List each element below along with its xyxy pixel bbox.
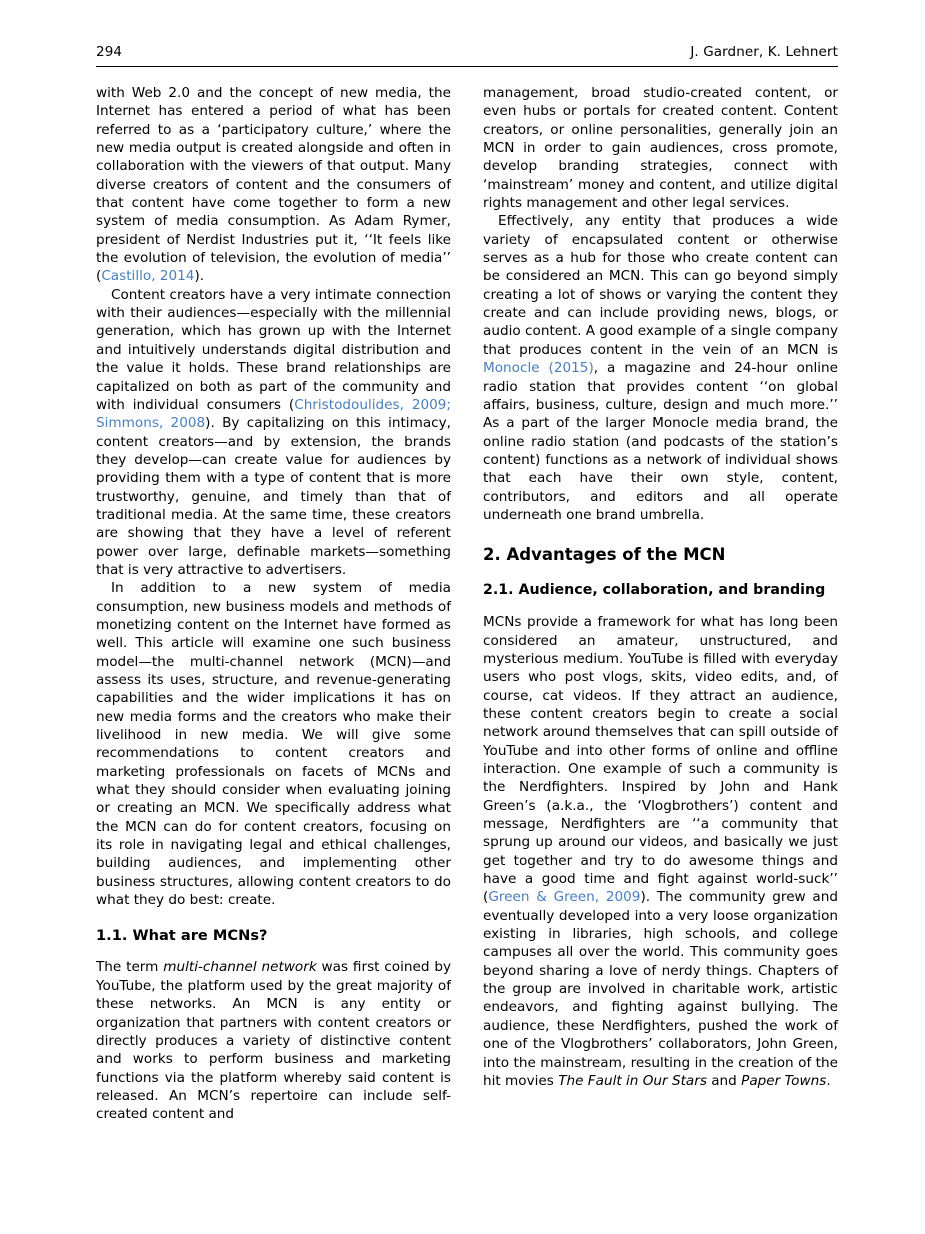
paragraph-text: with Web 2.0 and the concept of new media, the Internet has entered a period of what has been referred to as a ‘participatory culture,’ where the new media output is created alongside and often in collaboration with the viewers of that output. Many diverse creators of content and the consumers of that content have come together to form a new system of media consumption. As Adam Rymer, president of Nerdist Industries put it, ‘‘It feels like the evolution of television, the evolution of media’’ ( — [96, 85, 451, 285]
paragraph-text: The term — [96, 959, 164, 976]
title-italic-fault-in-our-stars: The Fault in Our Stars — [558, 1072, 707, 1089]
paragraph-management-continued: management, broad studio-created content, or even hubs or portals for created content. Content creators, or online personalities, generally join an MCN in order to gain audiences, cross promote, develop branding strategies, connect with ‘mainstream’ money and content, and utilize digital rights management and other legal services. — [483, 85, 838, 212]
paragraph-new-business-models: In addition to a new system of media consumption, new business models and methods of monetizing content on the Internet have formed as well. This article will examine one such business model—the multi-channel network (MCN)—and assess its uses, structure, and revenue-generating capabilities and the wider implications it has on new media forms and the creators who make their livelihood in new media. We will give some recommendations to content creators and marketing professionals on facets of MCNs and what they should consider when evaluating joining or creating an MCN. We specifically address what the MCN can do for content creators, focusing on its role in navigating legal and ethical challenges, building audiences, and implementing other business structures, allowing content creators to do what they do best: create. — [96, 580, 451, 909]
left-column — [96, 84, 451, 1164]
paragraph-effectively — [483, 212, 838, 524]
page-number: 294 — [96, 44, 123, 60]
paragraph-mcn-definition — [96, 958, 451, 1123]
heading-what-are-mcns: 1.1. What are MCNs? — [96, 927, 268, 945]
heading-audience-collaboration-branding: 2.1. Audience, collaboration, and branding — [483, 582, 826, 599]
term-italic-multi-channel-network: multi-channel network — [163, 959, 317, 976]
paragraph-text: Effectively, any entity that produces a wide variety of encapsulated content or otherwise serves as a hub for those who create content can be considered an MCN. This can go beyond simply creating a lot of shows or varying the content they create and can include providing news, blogs, or audio content. A good example of a single company that produces content in the vein of an MCN is — [483, 213, 838, 358]
paragraph-text-tail: , a magazine and 24-hour online radio station that provides content ‘‘on global affairs, business, culture, design and much more.’’ As a part of the larger Monocle media brand, the online radio station (and podcasts of the station’s content) functions as a network of individual shows that each have their own style, content, contributors, and editors and all operate underneath one brand umbrella. — [483, 360, 839, 523]
paragraph-text-tail: . — [826, 1072, 831, 1089]
paragraph-text-tail: ). By capitalizing on this intimacy, content creators—and by extension, the brands they develop—can create value for audiences by providing them with a type of content that is more trustworthy, genuine, and timely than that of traditional media. At the same time, these creators are showing that they have a level of referent power over large, definable markets—something that is very attractive to advertisers. — [96, 415, 451, 578]
paragraph-text: Content creators have a very intimate connection with their audiences—especially with the millennial generation, which has grown up with the Internet and intuitively understands digital distribution and the value it holds. These brand relationships are capitalized on both as part of the community and with individual consumers ( — [96, 286, 451, 413]
paragraph-text-tail: was first coined by YouTube, the platform used by the great majority of these networks. An MCN is any entity or organization that partners with content creators or directly produces a variety of distinctive content and works to perform business and marketing functions via the platform whereby said content is released. An MCN’s repertoire can include self-created content and — [96, 959, 451, 1123]
paragraph-text-conjunction: and — [706, 1072, 742, 1089]
paragraph-text-tail: ). — [194, 268, 205, 285]
citation-link-christodoulides-simmons[interactable]: Christodoulides, 2009; Simmons, 2008 — [96, 396, 451, 432]
paragraph-text: MCNs provide a framework for what has long been considered an amateur, unstructured, and mysterious medium. YouTube is filled with everyday users who post vlogs, skits, video edits, and, of course, cat videos. If they attract an audience, these content creators begin to create a social network around themselves that can spill outside of YouTube and into other forms of online and offline interaction. One example of such a community is the Nerdfighters. Inspired by John and Hank Green’s (a.k.a., the ‘Vlogbrothers’) content and message, Nerdfighters are ‘‘a community that sprung up around our videos, and basically we just get together and try to do awesome things and have a good time and fight against world-suck’’ ( — [483, 614, 838, 906]
title-italic-paper-towns: Paper Towns — [741, 1072, 827, 1089]
page-header — [96, 44, 838, 60]
paragraph-mcn-framework — [483, 613, 838, 1090]
heading-advantages-of-the-mcn: 2. Advantages of the MCN — [483, 545, 726, 565]
running-title: J. Gardner, K. Lehnert — [690, 44, 838, 60]
paragraph-content-creators — [96, 286, 451, 580]
citation-link-green-green[interactable]: Green & Green, 2009 — [488, 889, 641, 906]
two-column-body — [96, 84, 838, 1164]
header-rule — [96, 66, 838, 67]
citation-link-castillo[interactable]: Castillo, 2014 — [101, 268, 195, 285]
paragraph-text-mid: ). The community grew and eventually developed into a very loose organization existing in libraries, high schools, and college campuses all over the world. This community goes beyond sharing a love of nerdy things. Chapters of the group are involved in charitable work, artistic endeavors, and fighting against bullying. The audience, these Nerdfighters, pushed the work of one of the Vlogbrothers’ collaborators, John Green, into the mainstream, resulting in the creation of the hit movies — [483, 889, 839, 1089]
paragraph-continued — [96, 84, 451, 286]
citation-link-monocle[interactable]: Monocle (2015) — [483, 360, 594, 377]
right-column — [483, 84, 838, 1164]
